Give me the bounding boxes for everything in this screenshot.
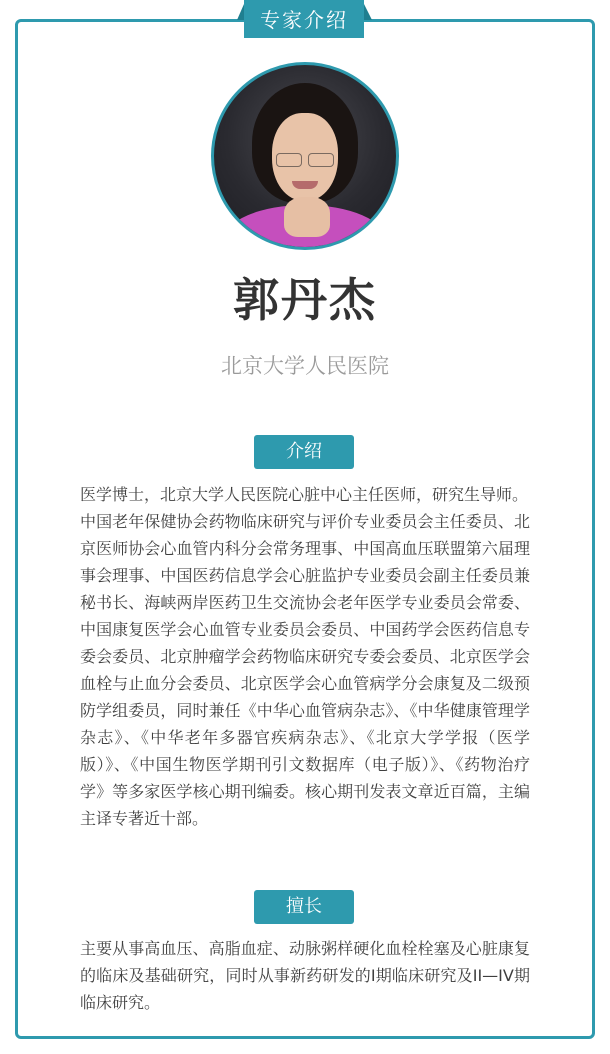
expert-hospital: 北京大学人民医院 (221, 354, 389, 378)
avatar-glasses-left-shape (276, 153, 302, 167)
intro-paragraph: 中国老年保健协会药物临床研究与评价专业委员会主任委员、北京医师协会心血管内科分会常务理事、中国高血压联盟第六届理事会理事、中国医药信息学会心脏监护专业委员会副主任委员兼秘书长、海峡两岸医药卫生交流协会老年医学专业委员会常委、中国康复医学会心血管专业委员会委员、中国药学会医药信息专委会委员、北京肿瘤学会药物临床研究专委会委员、北京医学会血栓与止血分会委员、北京医学会心血管病学分会康复及二级预防学组委员，同时兼任《中华心血管病杂志》、《中华健康管理学杂志》、《中华老年多器官疾病杂志》、《北京大学学报（医学版）》、《中国生物医学期刊引文数据库（电子版）》、《药物治疗学》等多家医学核心期刊编委。核心期刊发表文章近百篇，主编主译专著近十部。 (80, 512, 530, 828)
avatar-glasses-right-shape (308, 153, 334, 167)
avatar-smile-shape (292, 181, 318, 189)
intro-text (80, 481, 530, 832)
section-label-intro: 介绍 (254, 435, 354, 469)
expert-name: 郭丹杰 (233, 273, 377, 327)
expertise-paragraph: 主要从事高血压、高脂血症、动脉粥样硬化血栓栓塞及心脏康复的临床及基础研究，同时从事新药研发的I期临床研究及II—IV期临床研究。 (80, 939, 530, 1012)
header-title: 专家介绍 (244, 0, 364, 38)
header-ribbon-right-fold (364, 4, 372, 20)
intro-paragraph: 医学博士，北京大学人民医院心脏中心主任医师，研究生导师。 (80, 485, 529, 504)
avatar (211, 62, 399, 250)
expertise-text (80, 935, 530, 1016)
header-ribbon-left-fold (237, 4, 244, 20)
avatar-hand-shape (284, 197, 330, 237)
section-label-expertise: 擅长 (254, 890, 354, 924)
